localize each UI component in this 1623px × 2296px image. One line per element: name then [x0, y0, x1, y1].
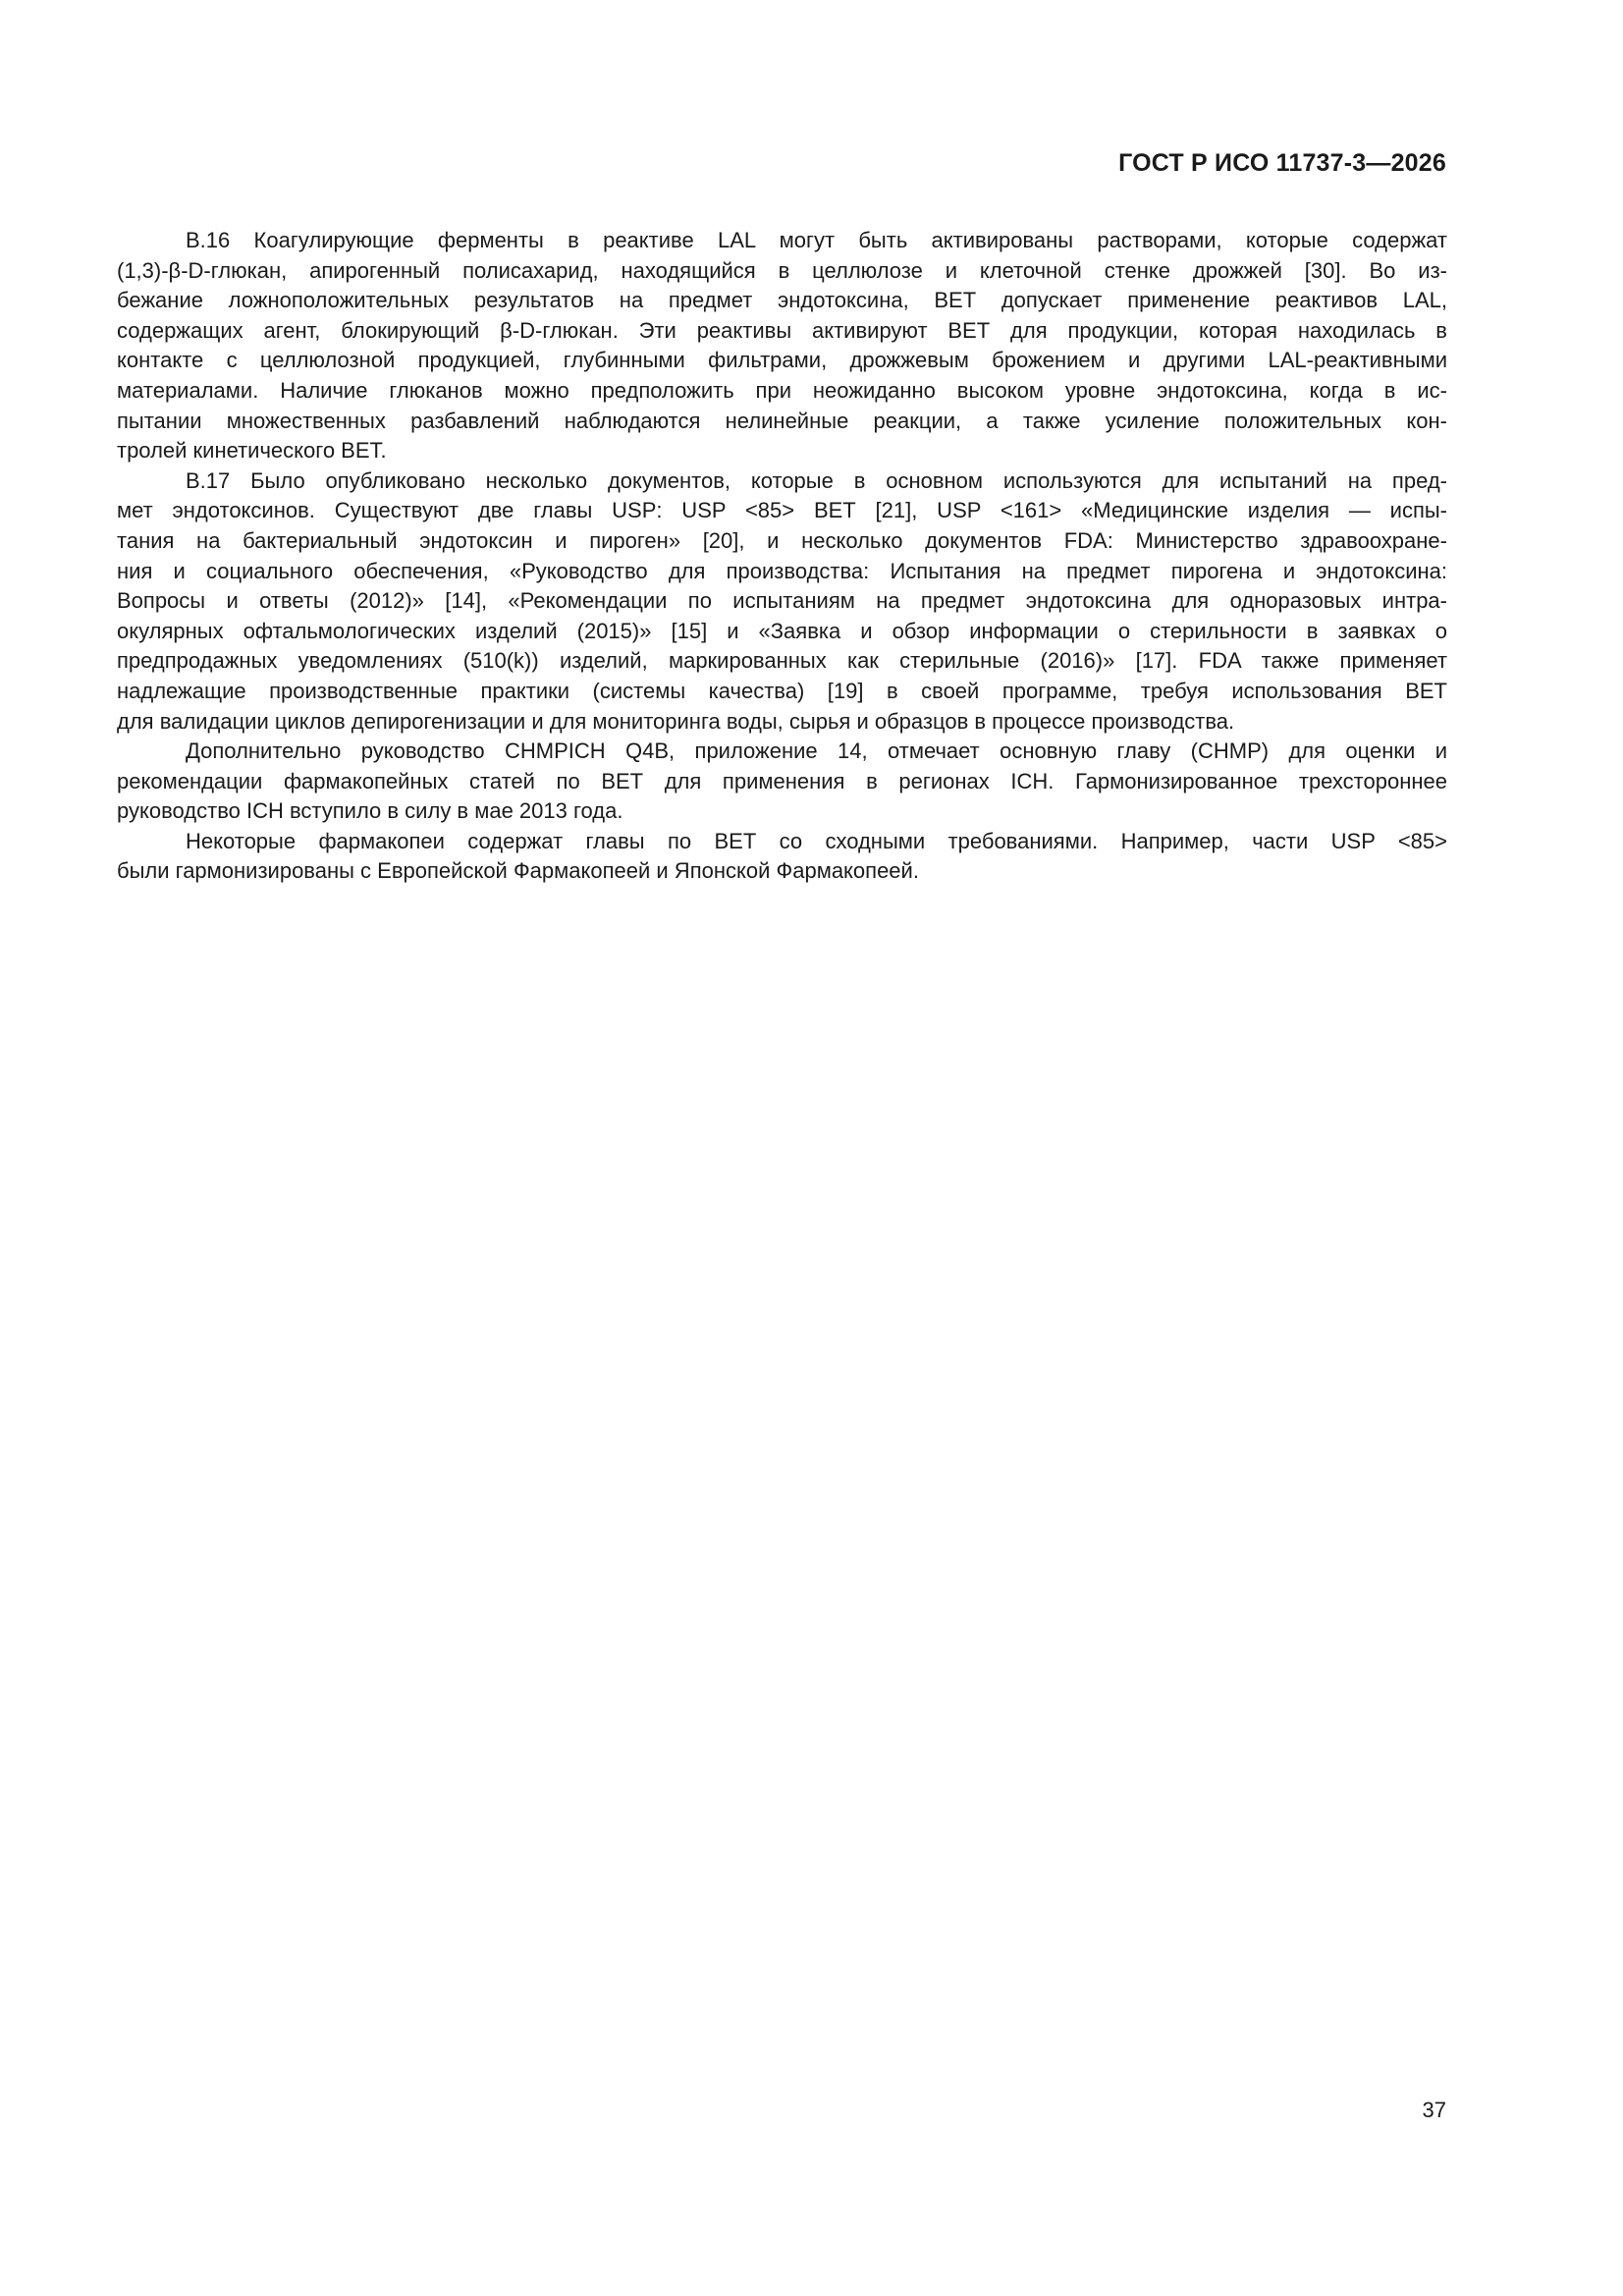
text-line: были гармонизированы с Европейской Фармакопеей и Японской Фармакопеей. — [117, 858, 919, 884]
text-line: материалами. Наличие глюканов можно предположить при неожиданно высоком уровне эндотоксина, когда в ис- — [117, 377, 1447, 403]
text-line: бежание ложноположительных результатов на предмет эндотоксина, ВЕТ допускает применение реактивов LAL, — [117, 288, 1447, 313]
document-body — [117, 226, 1447, 887]
paragraph-chmp — [117, 737, 1447, 827]
text-line: руководство ICH вступило в силу в мае 2013 года. — [117, 798, 623, 824]
text-line: В.16 Коагулирующие ферменты в реактиве LAL могут быть активированы растворами, которые содержат — [186, 228, 1447, 252]
text-line: рекомендации фармакопейных статей по ВЕТ для применения в регионах ICH. Гармонизированное трехстороннее — [117, 768, 1447, 793]
text-line: В.17 Было опубликовано несколько документов, которые в основном используются для испытаний на пред- — [186, 467, 1447, 493]
text-line: (1,3)-β-D-глюкан, апирогенный полисахарид, находящийся в целлюлозе и клеточной стенке дрожжей [30]. Во из- — [117, 257, 1447, 283]
text-line: Некоторые фармакопеи содержат главы по ВЕТ со сходными требованиями. Например, части USP <85> — [186, 828, 1447, 853]
text-line: для валидации циклов депирогенизации и для мониторинга воды, сырья и образцов в процессе производства. — [117, 708, 1235, 734]
text-line: предпродажных уведомлениях (510(k)) изделий, маркированных как стерильные (2016)» [17]. FDA также применяет — [117, 648, 1447, 674]
text-line: Вопросы и ответы (2012)» [14], «Рекомендации по испытаниям на предмет эндотоксина для одноразовых интра- — [117, 588, 1447, 614]
document-header-title: ГОСТ Р ИСО 11737-3—2026 — [1118, 149, 1446, 177]
page-number: 37 — [1422, 2098, 1446, 2122]
text-line: ния и социального обеспечения, «Руководство для производства: Испытания на предмет пирогена и эндотоксина: — [117, 558, 1447, 583]
text-line: тания на бактериальный эндотоксин и пироген» [20], и несколько документов FDA: Министерство здравоохране- — [117, 527, 1447, 553]
text-line: контакте с целлюлозной продукцией, глубинными фильтрами, дрожжевым брожением и другими LAL-реактивными — [117, 348, 1447, 373]
text-line: тролей кинетического ВЕТ. — [117, 438, 387, 464]
paragraph-b17 — [117, 466, 1447, 737]
text-line: мет эндотоксинов. Существуют две главы USP: USP <85> ВЕТ [21], USP <161> «Медицинские изделия — испы- — [117, 498, 1447, 523]
text-line: окулярных офтальмологических изделий (2015)» [15] и «Заявка и обзор информации о стерильности в заявках о — [117, 618, 1447, 643]
text-line: содержащих агент, блокирующий β-D-глюкан. Эти реактивы активируют ВЕТ для продукции, которая находилась в — [117, 317, 1447, 343]
text-line: пытании множественных разбавлений наблюдаются нелинейные реакции, а также усиление положительных кон- — [117, 408, 1447, 433]
text-line: надлежащие производственные практики (системы качества) [19] в своей программе, требуя использования ВЕТ — [117, 678, 1447, 703]
text-line: Дополнительно руководство CHMPICH Q4B, приложение 14, отмечает основную главу (CHMP) для оценки и — [186, 738, 1447, 764]
paragraph-pharmacopeia — [117, 827, 1447, 887]
paragraph-b16 — [117, 226, 1447, 466]
